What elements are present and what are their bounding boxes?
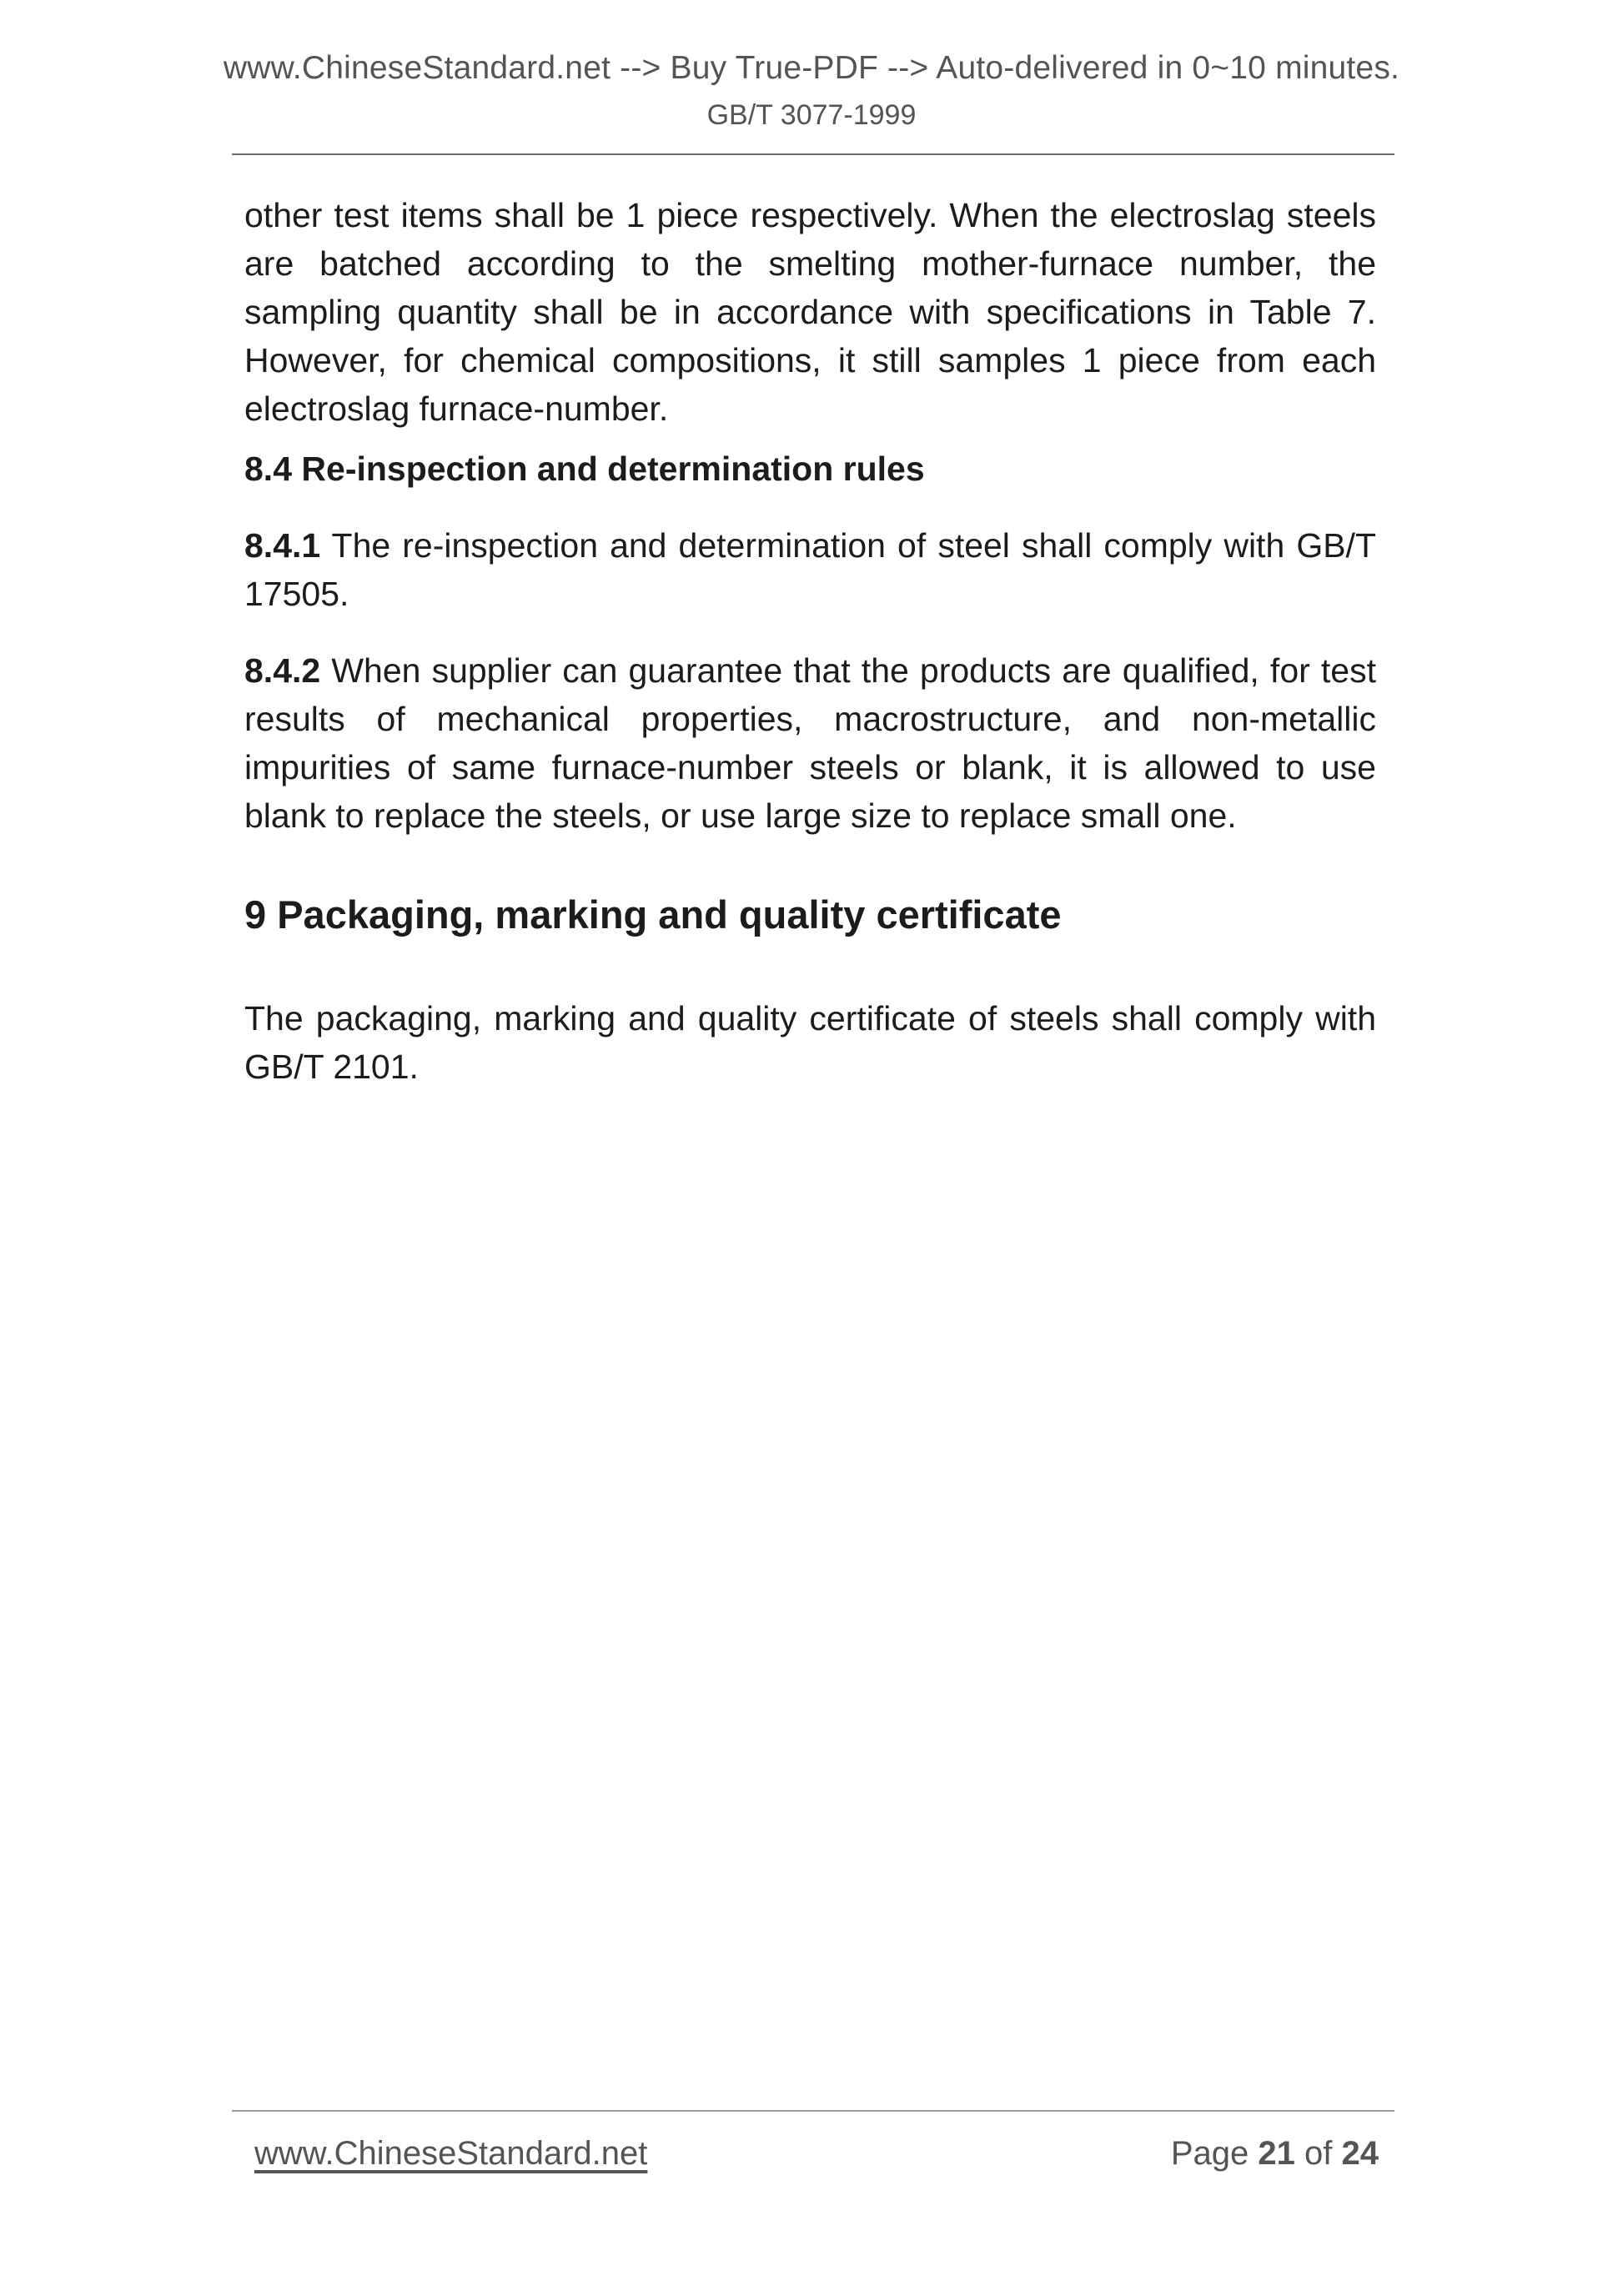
page-footer (232, 2110, 1394, 2173)
paragraph-sampling: other test items shall be 1 piece respectively. When the electroslag steels are batched according to the smelting mother-furnace number, the sampling quantity shall be in accordance with specifications in Table 7. However, for chemical compositions, it still samples 1 piece from each electroslag furnace-number. (244, 196, 1376, 428)
clause-number: 8.4.1 (244, 526, 321, 565)
of-label: of (1304, 2135, 1333, 2172)
standard-number: GB/T 3077-1999 (706, 99, 917, 131)
paragraph-packaging: The packaging, marking and quality certificate of steels shall comply with GB/T 2101. (244, 999, 1376, 1086)
footer-website-link[interactable]: www.ChineseStandard.net (254, 2135, 648, 2172)
page-total: 24 (1341, 2135, 1379, 2172)
footer-row (232, 2112, 1394, 2173)
header-banner-text: www.ChineseStandard.net --> Buy True-PDF --> Auto-delivered in 0~10 minutes. (223, 50, 1400, 86)
section-title: Re-inspection and determination rules (301, 450, 925, 488)
chapter-number: 9 (244, 892, 267, 937)
page-indicator (1171, 2133, 1379, 2173)
document-body (244, 191, 1376, 1091)
page-label: Page (1170, 2135, 1249, 2172)
page-current: 21 (1258, 2135, 1295, 2172)
section-number: 8.4 (244, 450, 292, 488)
chapter-heading-9 (244, 890, 1376, 940)
clause-number: 8.4.2 (244, 651, 321, 690)
section-heading-8-4 (244, 445, 1376, 493)
paragraph-8-4-2 (244, 646, 1376, 840)
clause-text: When supplier can guarantee that the products are qualified, for test results of mechanical properties, macrostructure, and non-metallic impurities of same furnace-number steels or blank, it is allowed to use blank to replace the steels, or use large size to replace small one. (244, 651, 1376, 835)
chapter-title: Packaging, marking and quality certificate (277, 892, 1062, 937)
page-header (0, 0, 1623, 155)
paragraph-8-4-1 (244, 521, 1376, 618)
header-divider (232, 153, 1394, 155)
clause-text: The re-inspection and determination of steel shall comply with GB/T 17505. (244, 526, 1376, 613)
